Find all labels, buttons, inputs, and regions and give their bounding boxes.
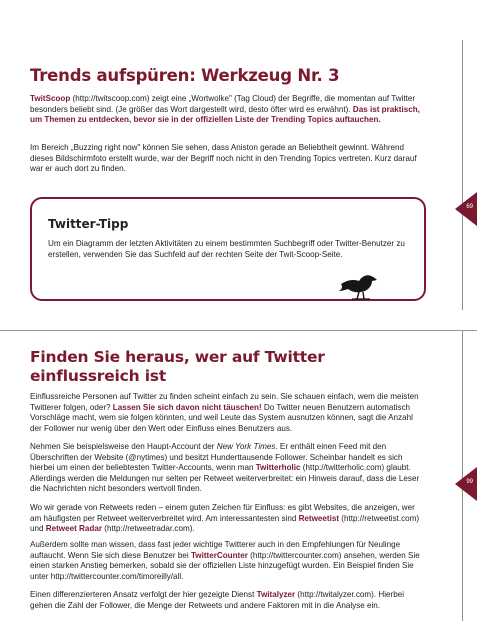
page-number: 69 (466, 204, 473, 210)
nytimes-paragraph (30, 442, 422, 495)
page-edge-line (462, 40, 463, 310)
paragraph-text: Im Bereich „Buzzing right now" können Sie sehen, dass Aniston gerade an Beliebtheit gewinnt. Während dieses Bildschirmfoto erstellt wurde, war der Begriff noch nicht in den Trending Topics vertreten. Kurz darauf war er auch dort zu finden. (30, 143, 417, 174)
paragraph-text: Außerdem sollte man wissen, dass fast jeder wichtige Twitterer auch in den Empfehlungen für Neulinge auftaucht. Wenn Sie sich diese Benutzer bei (30, 540, 401, 560)
influence-paragraph (30, 392, 422, 434)
bird-icon (337, 270, 379, 305)
paragraph-text: (http://twittercounter.com) ansehen, werden Sie einen starken Anstieg bemerken, sobald sie der offiziellen Liste hinzugefügt wurden. Ein Beispiel finden Sie unter http://twittercounter.com/timoreilly/all. (30, 550, 420, 581)
paragraph-text: Wo wir gerade von Retweets reden – einem guten Zeichen für Einfluss: es gibt Websites, die anzeigen, wer am häufigsten per Retweet weiterverbreitet wird. Am interessantesten sind (30, 503, 415, 523)
paragraph-text: (http://twitalyzer.com). Hierbei gehen die Zahl der Follower, die Menge der Retweets und andere Faktoren mit in die Analyse ein. (30, 590, 405, 610)
paragraph-text: (http://retweetist.com) und (30, 513, 420, 534)
page-number: 99 (466, 479, 473, 485)
paragraph-text: Nehmen Sie beispielsweise den Haupt-Account der (30, 442, 217, 451)
tip-title: Twitter-Tipp (48, 217, 129, 231)
paragraph-text: Do Twitter neuen Benutzern automatisch Vorschläge macht, wem sie folgen könnten, und weil Leute das System ausnutzen können, sagt die Anzahl der Follower nur wenig über den Wert oder Einfluss eines Benutzers aus. (30, 402, 413, 433)
twittercounter-name: TwitterCounter (190, 550, 248, 560)
page-title: Trends aufspüren: Werkzeug Nr. 3 (30, 66, 340, 85)
highlight-text: Lassen Sie sich davon nicht täuschen! (112, 402, 262, 412)
twitscoop-name: TwitScoop (30, 94, 71, 103)
section-title: Finden Sie heraus, wer auf Twitter einflussreich ist (30, 348, 325, 385)
intro-paragraph (30, 94, 422, 126)
paragraph-text: (http://retweetradar.com). (102, 524, 195, 534)
paragraph-text: (http://twitscoop.com) zeigt eine „Wortwolke" (Tag Cloud) der Begriffe, die momentan auf Twitter besonders beliebt sind. (Je größer das Wort dargestellt wird, desto öfter wird es erwähnt). (30, 94, 416, 114)
retweetist-name: Retweetist (298, 513, 340, 523)
paragraph-text: Einen differenzierteren Ansatz verfolgt der hier gezeigte Dienst (30, 590, 257, 599)
twitterholic-name: Twitterholic (255, 463, 301, 473)
twitalyzer-paragraph (30, 590, 422, 611)
paragraph-text: (http://twitterholic.com) glaubt. Allerdings werden die Meldungen nur selten per Retweet weiterverbreitet: ein Hinweis darauf, dass die Leser die Nachrichten nicht besonders wertvoll finden. (30, 463, 420, 494)
twittercounter-paragraph (30, 540, 422, 582)
highlight-text: Das ist praktisch, um Themen zu entdecken, bevor sie in der offiziellen Liste der Trending Topics auftauchen. (30, 104, 420, 125)
buzzing-paragraph (30, 143, 422, 175)
paragraph-text: Einflussreiche Personen auf Twitter zu finden scheint einfach zu sein. Sie schauen einfach, wem die meisten Twitterer folgen, oder? (30, 392, 419, 412)
retweet-paragraph (30, 503, 422, 535)
page-tab-icon (443, 192, 477, 226)
paragraph-text: . Er enthält einen Feed mit den Überschriften der Website (@nytimes) und besitzt Hunderttausende Follower. Scheinbar handelt es sich hierbei um einen der beliebtesten Twitter-Accounts, wenn man (30, 442, 403, 473)
nytimes-name: New York Times (216, 442, 276, 451)
twitalyzer-name: Twitalyzer (256, 590, 296, 599)
tip-text: Um ein Diagramm der letzten Aktivitäten zu einem bestimmten Suchbegriff oder Twitter-Benutzer zu erstellen, verwenden Sie das Suchfeld auf der rechten Seite der Twit-Scoop-Seite. (48, 239, 405, 259)
page-tab-icon (443, 467, 477, 501)
retweet-radar-name: Retweet Radar (45, 524, 102, 534)
